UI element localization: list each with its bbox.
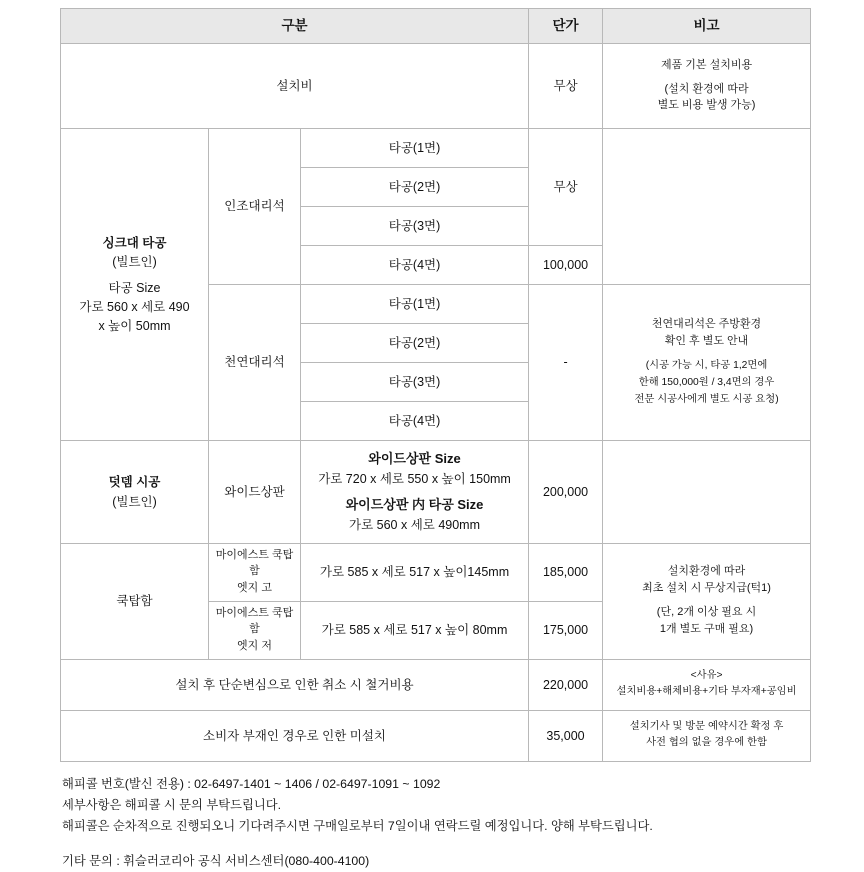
artificial-hole-2: 타공(2면) (301, 168, 529, 207)
artificial-price-4: 100,000 (529, 246, 603, 285)
install-fee-price: 무상 (529, 44, 603, 129)
artificial-stone-label: 인조대리석 (209, 129, 301, 285)
absent-label: 소비자 부재인 경우로 인한 미설치 (61, 710, 529, 761)
table-row (61, 441, 811, 544)
natural-note-line1: 천연대리석은 주방환경 (651, 318, 762, 331)
table-header-row (61, 9, 811, 44)
natural-note-line3: (시공 가능 시, 타공 1,2면에 (645, 360, 768, 371)
overlay-note (603, 441, 811, 544)
cooktop-type-2-line2: 엣지 저 (237, 639, 272, 652)
cooktop-type-2-line1: 마이에스트 쿡탑함 (215, 606, 294, 635)
footer-line-3: 해피콜은 순차적으로 진행되오니 기다려주시면 구매일로부터 7일이내 연락드릴 예정입니다. 양해 부탁드립니다. (62, 818, 653, 833)
overlay-spec-value2: 가로 560 x 세로 490mm (349, 517, 480, 532)
cooktop-type-2 (209, 601, 301, 659)
natural-stone-label: 천연대리석 (209, 285, 301, 441)
overlay-spec-value1: 가로 720 x 세로 550 x 높이 150mm (318, 471, 511, 486)
natural-hole-2: 타공(2면) (301, 324, 529, 363)
cancel-note (603, 659, 811, 710)
absent-note (603, 710, 811, 761)
cooktop-note-line2: 최초 설치 시 무상지급(턱1) (642, 582, 771, 595)
artificial-note (603, 129, 811, 285)
cooktop-note-line3: (단, 2개 이상 필요 시 (656, 606, 757, 619)
absent-note-line2: 사전 협의 없을 경우에 한함 (646, 737, 767, 749)
table-body (61, 44, 811, 762)
natural-hole-4: 타공(4면) (301, 402, 529, 441)
cooktop-spec-2: 가로 585 x 세로 517 x 높이 80mm (301, 601, 529, 659)
artificial-hole-4: 타공(4면) (301, 246, 529, 285)
overlay-label-line2: (빌트인) (112, 494, 157, 509)
cooktop-note-line1: 설치환경에 따라 (667, 565, 746, 578)
install-fee-note (603, 44, 811, 129)
table-row (61, 659, 811, 710)
natural-note-line2: 확인 후 별도 안내 (664, 335, 749, 348)
sink-label-line2: (빌트인) (112, 254, 157, 269)
natural-price: - (529, 285, 603, 441)
sink-label-line1: 싱크대 타공 (102, 235, 167, 250)
footer-notes (60, 774, 809, 872)
cooktop-note-line4: 1개 별도 구매 필요) (659, 623, 754, 636)
cooktop-note (603, 544, 811, 660)
cooktop-type-1 (209, 544, 301, 602)
header-price: 단가 (529, 9, 603, 44)
artificial-hole-3: 타공(3면) (301, 207, 529, 246)
artificial-price-1to3: 무상 (529, 129, 603, 246)
sink-label-line4: 가로 560 x 세로 490 (79, 300, 190, 315)
overlay-spec-title2: 와이드상판 内 타공 Size (345, 497, 484, 512)
install-fee-label: 설치비 (61, 44, 529, 129)
cancel-note-line1: <사유> (690, 670, 723, 682)
cooktop-type-1-line1: 마이에스트 쿡탑함 (215, 549, 294, 577)
cooktop-price-2: 175,000 (529, 601, 603, 659)
cooktop-price-1: 185,000 (529, 544, 603, 602)
cooktop-label: 쿡탑함 (61, 544, 209, 660)
natural-hole-3: 타공(3면) (301, 363, 529, 402)
natural-note-line5: 전문 시공사에게 별도 시공 요청) (634, 393, 779, 405)
table-row (61, 44, 811, 129)
table-row (61, 544, 811, 602)
install-fee-note-line1: 제품 기본 설치비용 (660, 58, 753, 71)
header-category: 구분 (61, 9, 529, 44)
overlay-type-label: 와이드상판 (209, 441, 301, 544)
table-row (61, 710, 811, 761)
overlay-label (61, 441, 209, 544)
table-row (61, 129, 811, 168)
install-fee-note-line3: 별도 비용 발생 가능) (657, 99, 756, 112)
natural-hole-1: 타공(1면) (301, 285, 529, 324)
footer-line-4: 기타 문의 : 휘슬러코리아 공식 서비스센터(080-400-4100) (62, 854, 370, 869)
artificial-hole-1: 타공(1면) (301, 129, 529, 168)
overlay-price: 200,000 (529, 441, 603, 544)
cancel-label: 설치 후 단순변심으로 인한 취소 시 철거비용 (61, 659, 529, 710)
cancel-price: 220,000 (529, 659, 603, 710)
cancel-note-line2: 설치비용+해체비용+기타 부자재+공임비 (616, 686, 797, 698)
overlay-spec-title1: 와이드상판 Size (368, 451, 461, 467)
price-table (60, 8, 811, 762)
sink-label-line5: x 높이 50mm (98, 319, 171, 334)
absent-price: 35,000 (529, 710, 603, 761)
sink-group-label (61, 129, 209, 441)
cooktop-spec-1: 가로 585 x 세로 517 x 높이145mm (301, 544, 529, 602)
table-header (61, 9, 811, 44)
footer-line-2: 세부사항은 해피콜 시 문의 부탁드립니다. (62, 797, 282, 812)
header-note: 비고 (603, 9, 811, 44)
sink-label-line3: 타공 Size (108, 280, 161, 295)
footer-line-1: 해피콜 번호(발신 전용) : 02-6497-1401 ~ 1406 / 02-6497-1091 ~ 1092 (62, 776, 441, 791)
install-fee-note-line2: (설치 환경에 따라 (664, 82, 749, 95)
natural-note (603, 285, 811, 441)
overlay-spec (301, 441, 529, 544)
cooktop-type-1-line2: 엣지 고 (237, 581, 272, 594)
natural-note-line4: 한해 150,000원 / 3,4면의 경우 (638, 376, 775, 388)
absent-note-line1: 설치기사 및 방문 예약시간 확정 후 (629, 721, 784, 733)
overlay-label-line1: 덧뎀 시공 (108, 475, 161, 490)
